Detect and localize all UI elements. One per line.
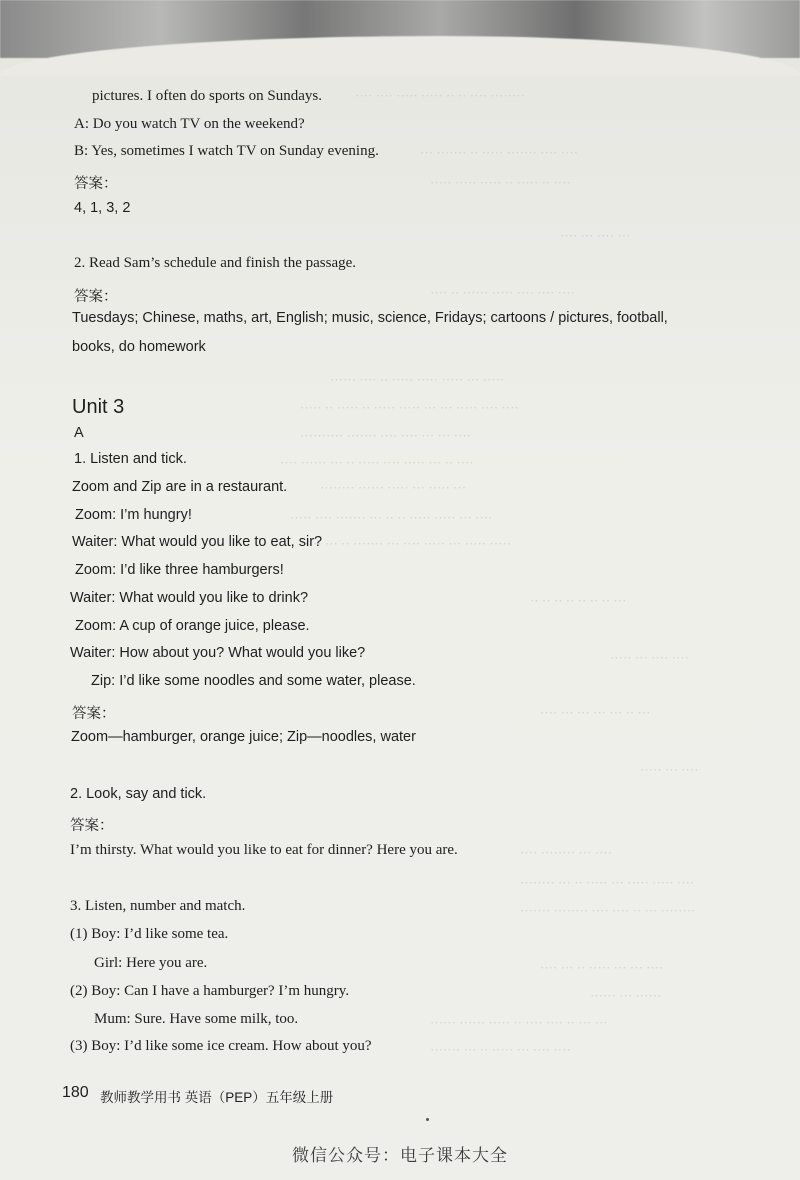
dialogue-line: (2) Boy: Can I have a hamburger? I’m hungry. (70, 983, 350, 999)
dialogue-line: Zoom and Zip are in a restaurant. (72, 479, 288, 495)
watermark-text: 微信公众号：电子课本大全 (292, 1146, 508, 1165)
bleed-through-text: ········ ···· ·· ·· ····· ····· ···· ···· (355, 88, 525, 103)
answer-text: books, do homework (72, 339, 206, 355)
answer-text: Zoom—hamburger, orange juice; Zip—noodles, water (71, 729, 416, 745)
dialogue-line: Girl: Here you are. (94, 955, 208, 971)
dialogue-line: (3) Boy: I’d like some ice cream. How about you? (70, 1038, 372, 1054)
bleed-through-text: ···· ··· ····· (640, 762, 699, 777)
bleed-through-text: ···· ··· ········ ···· (520, 845, 613, 860)
dialogue-line: Waiter: How about you? What would you like? (70, 645, 366, 661)
bleed-through-text: ····· ····· ··· ····· ···· ··· ······· ·· ··· ····· (300, 536, 512, 551)
bleed-through-text: ···· ·· ····· ·· ····· ····· ····· (430, 175, 571, 190)
bleed-through-text: ····· ··· ····· ····· ····· ·· ···· ······ (330, 372, 505, 387)
bleed-through-text: ···· ··· ··· ····· ·· ··· ···· (540, 960, 664, 975)
bleed-through-text: ···· ··· ··· ···· ···· ······· ·········· (300, 428, 472, 443)
section-label: A (74, 425, 84, 441)
bleed-through-text: ···· ·· ··· ····· ···· ····· ·· ··· ······ ···· (280, 455, 474, 470)
page-number: 180 (62, 1084, 89, 1101)
bleed-through-text: ···· ···· ··· ····· (610, 650, 690, 665)
bleed-through-text: ··· ·· ··· ··· ··· ··· ···· (540, 705, 651, 720)
print-speck (426, 1118, 429, 1121)
bleed-through-text: ···· ···· ···· ····· ······ ·· ···· (430, 285, 576, 300)
exercise-title: 3. Listen, number and match. (70, 898, 246, 914)
bleed-through-text: ···· ···· ······· ····· ·· ······· ··· (420, 145, 579, 160)
bleed-through-text: ········ ··· ·· ···· ···· ········ ······· (520, 903, 696, 918)
bleed-through-text: ···· ····· ····· ··· ····· ·· ··· ········ (520, 875, 695, 890)
answer-label: 答案： (72, 706, 116, 722)
answer-label: 答案： (74, 289, 118, 305)
book-title: 教师教学用书 英语（PEP）五年级上册 (100, 1090, 334, 1105)
dialogue-line: B: Yes, sometimes I watch TV on Sunday evening. (74, 143, 379, 159)
dialogue-line: pictures. I often do sports on Sundays. (92, 88, 322, 104)
answer-label: 答案： (70, 818, 114, 834)
dialogue-line: Waiter: What would you like to drink? (70, 590, 309, 606)
answer-text: 4, 1, 3, 2 (74, 200, 131, 216)
bleed-through-text: ···· ···· ··· ····· ·· ··· ······· (430, 1042, 571, 1057)
bleed-through-text: ···· ···· ····· ··· ··· ····· ····· ·· ····· ·· ····· (300, 400, 519, 415)
dialogue-line: Zip: I’d like some noodles and some water, please. (91, 673, 416, 689)
dialogue-line: Zoom: I’m hungry! (75, 507, 192, 523)
unit-heading: Unit 3 (72, 396, 125, 418)
dialogue-line: Zoom: I’d like three hamburgers! (75, 562, 284, 578)
exercise-title: 2. Read Sam’s schedule and finish the passage. (74, 255, 357, 271)
dialogue-line: (1) Boy: I’d like some tea. (70, 926, 229, 942)
dialogue-line: A: Do you watch TV on the weekend? (74, 116, 305, 132)
exercise-title: 1. Listen and tick. (74, 451, 187, 467)
dialogue-line: Mum: Sure. Have some milk, too. (94, 1011, 299, 1027)
bleed-through-text: ······ ··· ······ (590, 988, 662, 1003)
answer-text: I’m thirsty. What would you like to eat for dinner? Here you are. (70, 842, 458, 858)
bleed-through-text: ··· ·· ·· ·· ·· ·· ·· ·· (530, 593, 627, 608)
dialogue-line: Zoom: A cup of orange juice, please. (75, 618, 310, 634)
answer-text: Tuesdays; Chinese, maths, art, English; music, science, Fridays; cartoons / pictures, football, (72, 310, 668, 326)
decorative-header-image (0, 0, 800, 58)
exercise-title: 2. Look, say and tick. (70, 786, 207, 802)
bleed-through-text: ···· ··· ····· ····· ·· ·· ··· ······· ···· ····· (290, 510, 493, 525)
bleed-through-text: ··· ··· ·· ···· ···· ·· ····· ······ ······ (430, 1015, 608, 1030)
bleed-through-text: ··· ···· ··· ···· (560, 228, 631, 243)
answer-label: 答案： (74, 176, 118, 192)
dialogue-line: Waiter: What would you like to eat, sir? (72, 534, 323, 550)
bleed-through-text: ··· ····· ··· ····· ······ ········ (320, 480, 467, 495)
